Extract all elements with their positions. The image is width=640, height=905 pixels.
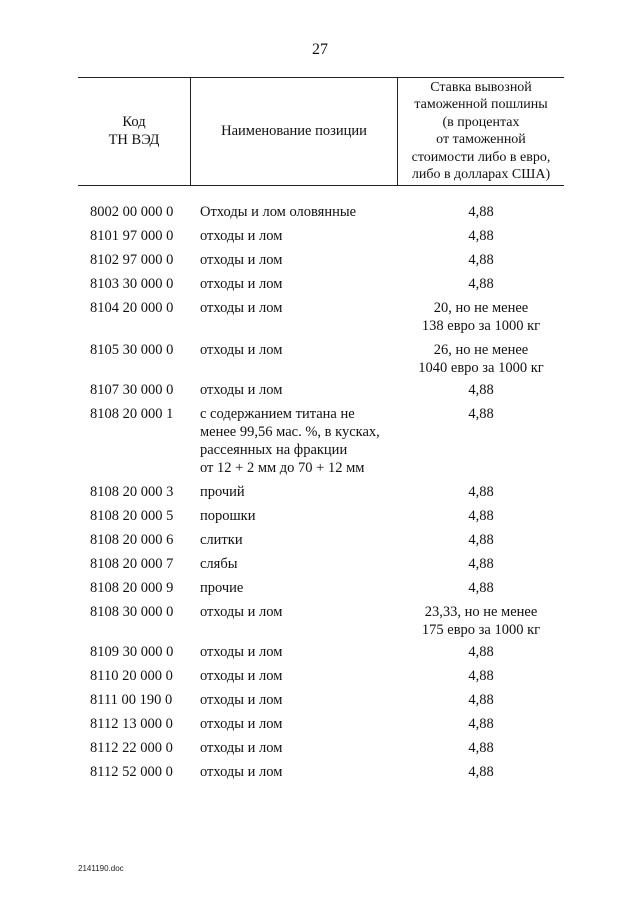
- row-code: 8002 00 000 0: [90, 204, 174, 220]
- row-rate: 4,88: [468, 252, 494, 268]
- row-rate: 20, но не менее 138 евро за 1000 кг: [421, 300, 541, 334]
- row-code: 8102 97 000 0: [90, 252, 174, 268]
- row-name: отходы и лом: [200, 300, 283, 316]
- row-rate: 4,88: [468, 740, 494, 756]
- row-name: отходы и лом: [200, 668, 283, 684]
- row-rate: 4,88: [468, 204, 494, 220]
- row-code: 8108 20 000 9: [90, 580, 174, 596]
- header-code: Код ТН ВЭД: [108, 114, 160, 148]
- row-code: 8112 13 000 0: [90, 716, 173, 732]
- row-rate: 4,88: [468, 580, 494, 596]
- row-code: 8101 97 000 0: [90, 228, 174, 244]
- row-rate: 4,88: [468, 228, 494, 244]
- row-rate: 4,88: [468, 276, 494, 292]
- row-rate: 26, но не менее 1040 евро за 1000 кг: [418, 342, 544, 376]
- header-bottom-rule: [78, 185, 564, 186]
- row-code: 8108 20 000 7: [90, 556, 174, 572]
- row-code: 8110 20 000 0: [90, 668, 173, 684]
- row-code: 8105 30 000 0: [90, 342, 174, 358]
- row-code: 8108 20 000 1: [90, 406, 174, 422]
- row-name: слябы: [200, 556, 238, 572]
- row-name: отходы и лом: [200, 740, 283, 756]
- row-name: отходы и лом: [200, 716, 283, 732]
- row-code: 8107 30 000 0: [90, 382, 174, 398]
- row-rate: 4,88: [468, 532, 494, 548]
- row-name: отходы и лом: [200, 692, 283, 708]
- header-rate: Ставка вывозной таможенной пошлины (в процентах от таможенной стоимости либо в евро, либо в долларах США): [411, 79, 551, 182]
- row-name: порошки: [200, 508, 256, 524]
- row-name: прочие: [200, 580, 244, 596]
- row-code: 8108 20 000 5: [90, 508, 174, 524]
- row-rate: 4,88: [468, 716, 494, 732]
- row-code: 8109 30 000 0: [90, 644, 174, 660]
- row-name: Отходы и лом оловянные: [200, 204, 357, 220]
- row-rate: 4,88: [468, 692, 494, 708]
- row-rate: 4,88: [468, 764, 494, 780]
- footer-doc-name: 2141190.doc: [78, 864, 124, 873]
- row-name: слитки: [200, 532, 243, 548]
- row-rate: 4,88: [468, 644, 494, 660]
- row-code: 8103 30 000 0: [90, 276, 174, 292]
- row-name: отходы и лом: [200, 252, 283, 268]
- row-rate: 4,88: [468, 406, 494, 422]
- row-name: отходы и лом: [200, 228, 283, 244]
- row-code: 8108 20 000 3: [90, 484, 174, 500]
- row-rate: 4,88: [468, 556, 494, 572]
- row-name: отходы и лом: [200, 644, 283, 660]
- header-name: Наименование позиции: [221, 123, 367, 139]
- row-name: отходы и лом: [200, 382, 283, 398]
- row-rate: 23,33, но не менее 175 евро за 1000 кг: [421, 604, 541, 638]
- row-name: отходы и лом: [200, 604, 283, 620]
- row-name: отходы и лом: [200, 276, 283, 292]
- row-code: 8108 20 000 6: [90, 532, 174, 548]
- row-code: 8108 30 000 0: [90, 604, 174, 620]
- row-code: 8111 00 190 0: [90, 692, 173, 708]
- row-code: 8104 20 000 0: [90, 300, 174, 316]
- row-rate: 4,88: [468, 508, 494, 524]
- row-name: с содержанием титана не менее 99,56 мас. %, в кусках, рассеянных на фракции от 12 + 2 мм до 70 + 12 мм: [200, 406, 380, 476]
- row-code: 8112 52 000 0: [90, 764, 173, 780]
- row-name: отходы и лом: [200, 764, 283, 780]
- row-code: 8112 22 000 0: [90, 740, 173, 756]
- row-name: отходы и лом: [200, 342, 283, 358]
- row-rate: 4,88: [468, 382, 494, 398]
- row-rate: 4,88: [468, 668, 494, 684]
- page-number: 27: [312, 41, 328, 58]
- row-name: прочий: [200, 484, 245, 500]
- row-rate: 4,88: [468, 484, 494, 500]
